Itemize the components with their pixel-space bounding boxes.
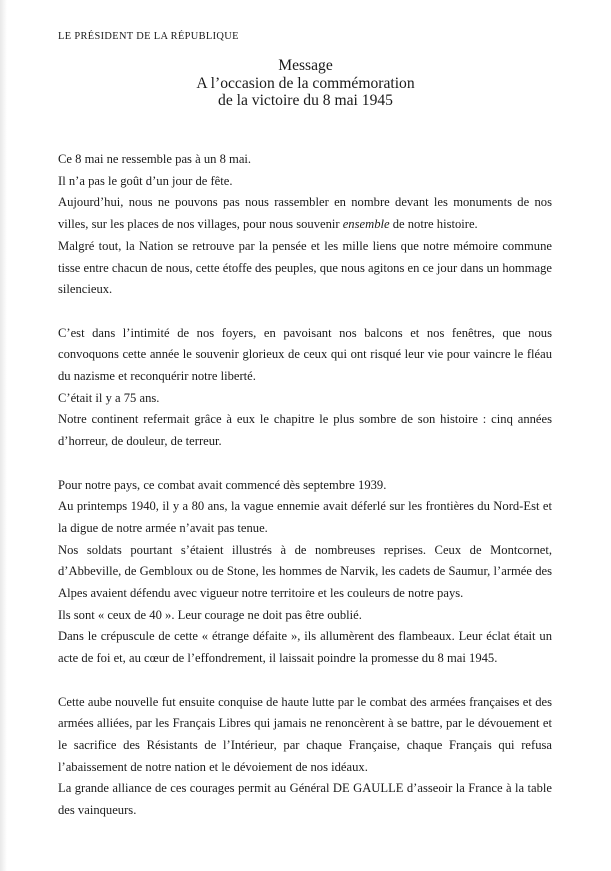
- paragraph: Nos soldats pourtant s’étaient illustrés à de nombreuses reprises. Ceux de Montcornet, d’Abbeville, de Gembloux ou de Stone, les hommes de Narvik, les cadets de Saumur, l’armée des Alpes avaient défendu avec vigueur notre territoire et les couleurs de notre pays.: [58, 542, 552, 601]
- heading-line-3: de la victoire du 8 mai 1945: [218, 92, 393, 109]
- paragraph: La grande alliance de ces courages permit au Général DE GAULLE d’asseoir la France à la table des vainqueurs.: [58, 781, 552, 818]
- paragraph: Cette aube nouvelle fut ensuite conquise de haute lutte par le combat des armées françaises et des armées alliées, par les Français Libres qui jamais ne renoncèrent à se battre, par le dévouement et le sacrifice des Résistants de l’Intérieur, par chaque Française, chaque Français qui refusa l’abaissement de notre nation et le dévoiement de nos idéaux.: [58, 694, 552, 774]
- message-body: [58, 149, 552, 822]
- paragraph: Il n’a pas le goût d’un jour de fête.: [58, 173, 233, 188]
- paragraph: C’était il y a 75 ans.: [58, 390, 160, 405]
- document-heading: [0, 57, 611, 110]
- scan-edge-shadow: [0, 0, 7, 871]
- letterhead: LE PRÉSIDENT DE LA RÉPUBLIQUE: [58, 31, 239, 42]
- paragraph: C’est dans l’intimité de nos foyers, en pavoisant nos balcons et nos fenêtres, que nous convoquons cette année le souvenir glorieux de ceux qui ont risqué leur vie pour vaincre le fléau du nazisme et reconquérir notre liberté.: [58, 325, 552, 384]
- paragraph: Notre continent refermait grâce à eux le chapitre le plus sombre de son histoire : cinq années d’horreur, de douleur, de terreur.: [58, 412, 552, 449]
- paragraph: Ils sont « ceux de 40 ». Leur courage ne doit pas être oublié.: [58, 607, 362, 622]
- paragraph: Dans le crépuscule de cette « étrange défaite », ils allumèrent des flambeaux. Leur éclat était un acte de foi et, au cœur de l’effondrement, il laissait poindre la promesse du 8 mai 1945.: [58, 629, 552, 666]
- paragraph-text: Aujourd’hui, nous ne pouvons pas nous rassembler en nombre devant les monuments de nos villes, sur les places de nos villages, pour nous souvenir: [58, 195, 552, 232]
- paragraph: Ce 8 mai ne ressemble pas à un 8 mai.: [58, 152, 252, 166]
- heading-line-1: Message: [278, 57, 333, 74]
- paragraph-text: de notre histoire.: [389, 217, 478, 232]
- paragraph-gap: [58, 670, 552, 692]
- heading-line-2: A l’occasion de la commémoration: [196, 74, 415, 92]
- paragraph-gap: [58, 453, 552, 475]
- emphasis-text: ensemble: [342, 217, 390, 232]
- paragraph: Au printemps 1940, il y a 80 ans, la vague ennemie avait déferlé sur les frontières du Nord-Est et la digue de notre armée n’avait pas tenue.: [58, 499, 552, 535]
- paragraph-gap: [58, 301, 552, 323]
- paragraph: Pour notre pays, ce combat avait commencé dès septembre 1939.: [58, 477, 387, 492]
- paragraph: Malgré tout, la Nation se retrouve par la pensée et les mille liens que notre mémoire commune tisse entre chacun de nous, cette étoffe des peuples, que nous agitons en ce jour dans un hommage silencieux.: [58, 238, 552, 297]
- paragraph: [58, 192, 552, 235]
